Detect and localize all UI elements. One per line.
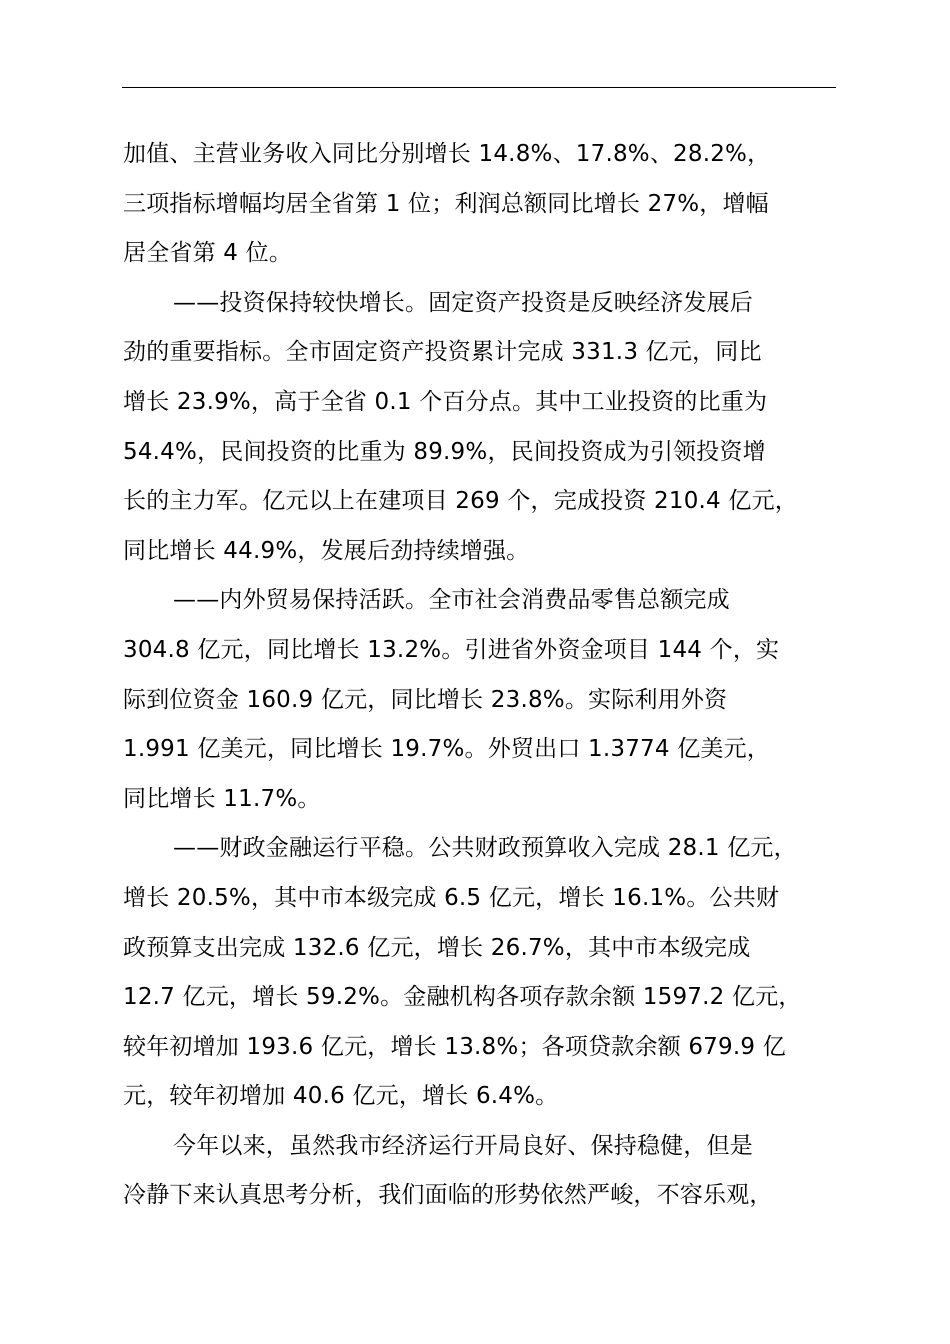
- text-line: 增长 23.9%，高于全省 0.1 个百分点。其中工业投资的比重为: [123, 388, 768, 415]
- text-line: 元，较年初增加 40.6 亿元，增长 6.4%。: [123, 1083, 559, 1110]
- paragraph-start-line: 今年以来，虽然我市经济运行开局良好、保持稳健，但是: [173, 1132, 753, 1159]
- text-line: 304.8 亿元，同比增长 13.2%。引进省外资金项目 144 个，实: [123, 636, 780, 663]
- text-line: 际到位资金 160.9 亿元，同比增长 23.8%。实际利用外资: [123, 686, 728, 713]
- text-line: 12.7 亿元，增长 59.2%。金融机构各项存款余额 1597.2 亿元，: [123, 984, 802, 1011]
- text-line: 长的主力军。亿元以上在建项目 269 个，完成投资 210.4 亿元，: [123, 488, 798, 515]
- text-line: 较年初增加 193.6 亿元，增长 13.8%；各项贷款余额 679.9 亿: [123, 1033, 786, 1060]
- body-text: [123, 130, 863, 1221]
- text-line: 增长 20.5%，其中市本级完成 6.5 亿元，增长 16.1%。公共财: [123, 884, 780, 911]
- text-line: 居全省第 4 位。: [123, 240, 293, 267]
- text-line: 劲的重要指标。全市固定资产投资累计完成 331.3 亿元，同比: [123, 339, 762, 366]
- text-line: 政预算支出完成 132.6 亿元，增长 26.7%，其中市本级完成: [123, 934, 751, 961]
- header-rule: [122, 87, 836, 88]
- text-line: 54.4%，民间投资的比重为 89.9%，民间投资成为引领投资增: [123, 438, 766, 465]
- text-line: 三项指标增幅均居全省第 1 位；利润总额同比增长 27%，增幅: [123, 190, 769, 217]
- paragraph-start-line: ——投资保持较快增长。固定资产投资是反映经济发展后: [173, 289, 753, 316]
- paragraph-start-line: ——财政金融运行平稳。公共财政预算收入完成 28.1 亿元，: [173, 835, 797, 862]
- paragraph-start-line: ——内外贸易保持活跃。全市社会消费品零售总额完成: [173, 587, 730, 614]
- text-line: 1.991 亿美元，同比增长 19.7%。外贸出口 1.3774 亿美元，: [123, 736, 771, 763]
- text-line: 加值、主营业务收入同比分别增长 14.8%、17.8%、28.2%，: [123, 141, 771, 167]
- text-line: 同比增长 11.7%。: [123, 785, 321, 812]
- text-line: 冷静下来认真思考分析，我们面临的形势依然严峻，不容乐观，: [123, 1182, 773, 1209]
- text-line: 同比增长 44.9%，发展后劲持续增强。: [123, 537, 530, 564]
